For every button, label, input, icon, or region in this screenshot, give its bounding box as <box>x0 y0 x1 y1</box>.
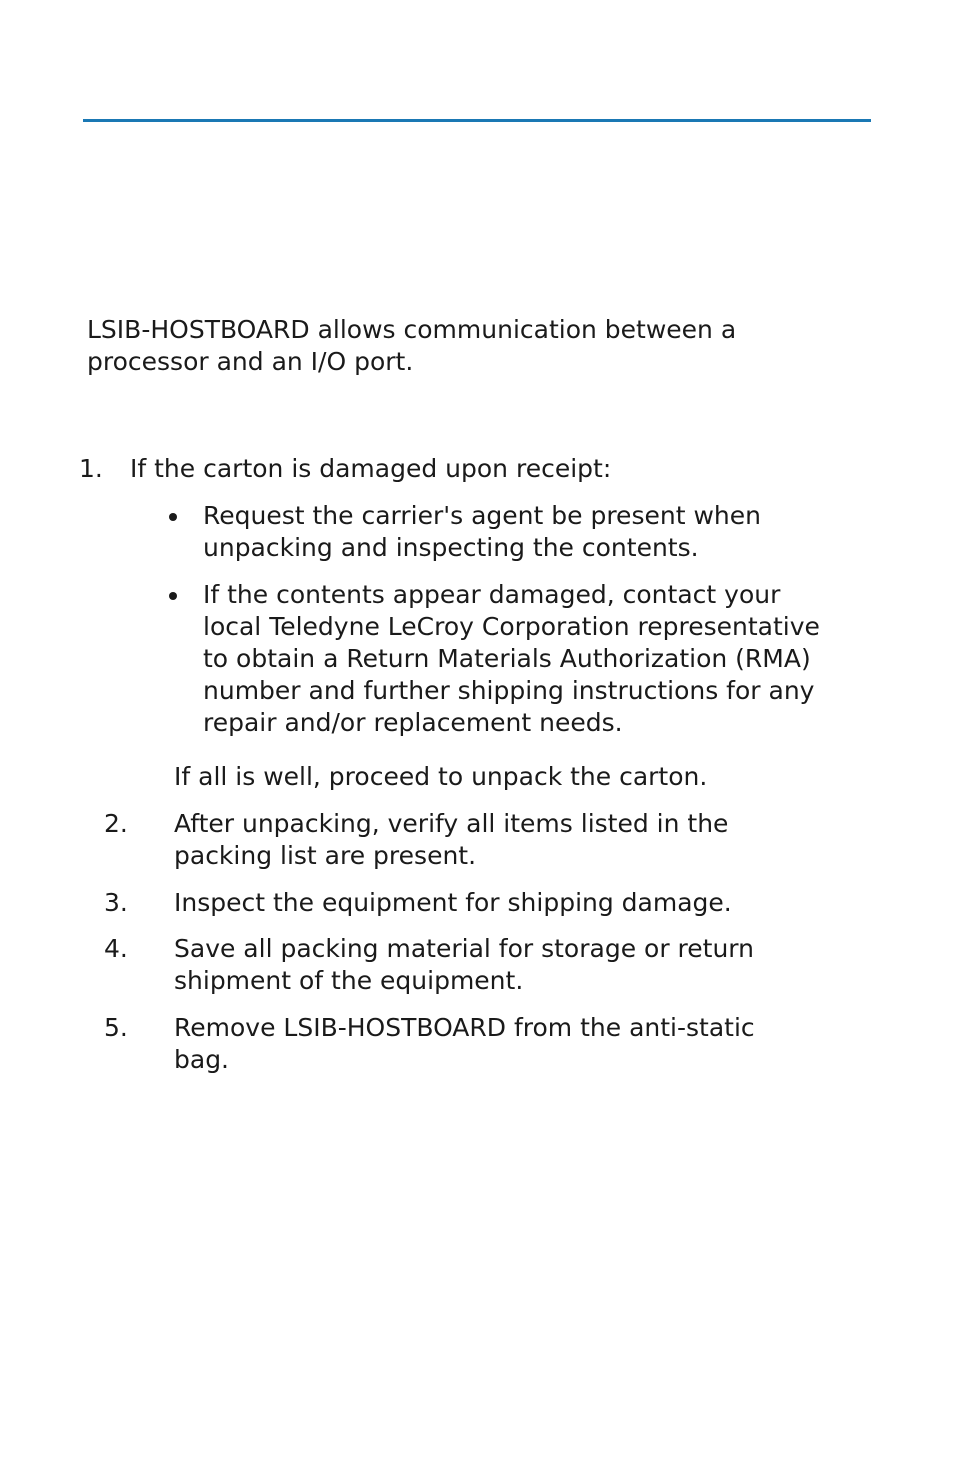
step-3-line-1: Inspect the equipment for shipping damage. <box>174 888 732 917</box>
bullet-icon <box>169 592 177 600</box>
bullet-2-line-3: to obtain a Return Materials Authorization (RMA) <box>203 644 811 673</box>
bullet-2-line-2: local Teledyne LeCroy Corporation representative <box>203 612 820 641</box>
step-3-number: 3. <box>104 888 128 917</box>
bullet-1-line-2: unpacking and inspecting the contents. <box>203 533 699 562</box>
step-2-number: 2. <box>104 809 128 838</box>
step-4-line-2: shipment of the equipment. <box>174 966 524 995</box>
step-2-line-1: After unpacking, verify all items listed in the <box>174 809 729 838</box>
header-rule <box>83 119 871 122</box>
step-5-line-1: Remove LSIB-HOSTBOARD from the anti-static <box>174 1013 755 1042</box>
step-4-number: 4. <box>104 934 128 963</box>
step-5-line-2: bag. <box>174 1045 230 1074</box>
step-1-number: 1. <box>79 454 103 483</box>
bullet-2-line-4: number and further shipping instructions for any <box>203 676 815 705</box>
step-1-text: If the carton is damaged upon receipt: <box>130 454 612 483</box>
bullet-1-line-1: Request the carrier's agent be present when <box>203 501 761 530</box>
intro-line-2: processor and an I/O port. <box>87 347 414 376</box>
step-2-line-2: packing list are present. <box>174 841 477 870</box>
bullet-icon <box>169 513 177 521</box>
step-4-line-1: Save all packing material for storage or return <box>174 934 754 963</box>
bullet-2-line-1: If the contents appear damaged, contact your <box>203 580 781 609</box>
intro-line-1: LSIB-HOSTBOARD allows communication between a <box>87 315 737 344</box>
step-1-note: If all is well, proceed to unpack the carton. <box>174 762 708 791</box>
step-5-number: 5. <box>104 1013 128 1042</box>
bullet-2-line-5: repair and/or replacement needs. <box>203 708 623 737</box>
